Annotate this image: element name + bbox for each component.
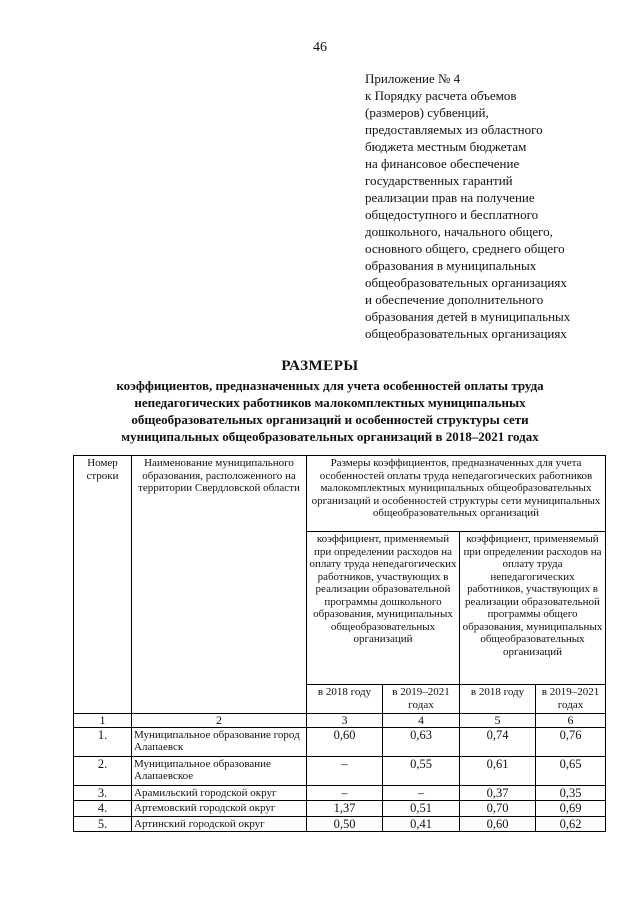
document-title: РАЗМЕРЫ: [281, 358, 359, 374]
column-index: 1: [74, 714, 132, 728]
table-header-row: [74, 456, 606, 532]
appendix-line: предоставляемых из областного: [365, 122, 543, 137]
coef-2018-preschool: –: [307, 785, 383, 801]
subtitle-line: муниципальных общеобразовательных организаций в 2018–2021 годах: [121, 429, 539, 444]
coef-2019-2021-preschool: 0,41: [383, 816, 460, 832]
header-coefficients-group: Размеры коэффициентов, предназначенных для учета особенностей оплаты труда непедагогических работников малокомплектных муниципальных общеобразовательных организаций и особенностей структуры сети муниципальных общеобразовательных организаций: [307, 456, 606, 532]
municipality-name: Муниципальное образование Алапаевское: [132, 756, 307, 785]
header-year-2019-2021: в 2019–2021 годах: [536, 685, 606, 714]
coef-2018-general: 0,74: [460, 727, 536, 756]
document-subtitle: [60, 377, 600, 445]
coef-2019-2021-preschool: 0,63: [383, 727, 460, 756]
appendix-line: государственных гарантий: [365, 173, 513, 188]
column-index: 2: [132, 714, 307, 728]
appendix-line: Приложение № 4: [365, 71, 461, 86]
coef-2019-2021-preschool: 0,51: [383, 801, 460, 817]
appendix-line: образования детей в муниципальных: [365, 309, 571, 324]
appendix-caption: [365, 70, 635, 342]
municipality-name: Арамильский городской округ: [132, 785, 307, 801]
header-year-2018: в 2018 году: [460, 685, 536, 714]
subtitle-line: непедагогических работников малокомплектных муниципальных: [134, 395, 526, 410]
row-number: 5.: [74, 816, 132, 832]
header-row-number: Номер строки: [74, 456, 132, 714]
row-number: 1.: [74, 727, 132, 756]
coef-2019-2021-general: 0,62: [536, 816, 606, 832]
coef-2019-2021-preschool: –: [383, 785, 460, 801]
column-index: 3: [307, 714, 383, 728]
table-row: [74, 727, 606, 756]
table-row: [74, 785, 606, 801]
appendix-line: на финансовое обеспечение: [365, 156, 520, 171]
coef-2019-2021-general: 0,65: [536, 756, 606, 785]
coef-2018-general: 0,70: [460, 801, 536, 817]
table-row: [74, 816, 606, 832]
appendix-line: дошкольного, начального общего,: [365, 224, 553, 239]
appendix-line: к Порядку расчета объемов: [365, 88, 517, 103]
subtitle-line: коэффициентов, предназначенных для учета особенностей оплаты труда: [116, 378, 544, 393]
appendix-line: реализации прав на получение: [365, 190, 535, 205]
coef-2018-general: 0,61: [460, 756, 536, 785]
coef-2019-2021-preschool: 0,55: [383, 756, 460, 785]
coef-2018-preschool: 0,60: [307, 727, 383, 756]
coef-2019-2021-general: 0,35: [536, 785, 606, 801]
header-municipality-name: Наименование муниципального образования, расположенного на территории Свердловской области: [132, 456, 307, 714]
coefficients-table: [73, 455, 606, 832]
column-index: 5: [460, 714, 536, 728]
row-number: 4.: [74, 801, 132, 817]
header-year-2018: в 2018 году: [307, 685, 383, 714]
appendix-line: бюджета местным бюджетам: [365, 139, 527, 154]
row-number: 2.: [74, 756, 132, 785]
table-row: [74, 801, 606, 817]
appendix-line: образования в муниципальных: [365, 258, 537, 273]
coef-2018-preschool: 0,50: [307, 816, 383, 832]
appendix-line: основного общего, среднего общего: [365, 241, 565, 256]
header-preschool-coefficient: коэффициент, применяемый при определении расходов на оплату труда непедагогических работников, участвующих в реализации образовательной программы дошкольного образования, муниципальных общеобразовательных организаций: [307, 532, 460, 685]
header-year-2019-2021: в 2019–2021 годах: [383, 685, 460, 714]
coef-2018-preschool: –: [307, 756, 383, 785]
municipality-name: Артемовский городской округ: [132, 801, 307, 817]
appendix-line: общеобразовательных организациях: [365, 326, 567, 341]
appendix-line: и обеспечение дополнительного: [365, 292, 544, 307]
coef-2019-2021-general: 0,69: [536, 801, 606, 817]
row-number: 3.: [74, 785, 132, 801]
municipality-name: Муниципальное образование город Алапаевск: [132, 727, 307, 756]
coef-2018-general: 0,60: [460, 816, 536, 832]
coef-2019-2021-general: 0,76: [536, 727, 606, 756]
appendix-line: общедоступного и бесплатного: [365, 207, 539, 222]
municipality-name: Артинский городской округ: [132, 816, 307, 832]
header-general-coefficient: коэффициент, применяемый при определении расходов на оплату труда непедагогических работников, участвующих в реализации образовательной программы общего образования, муниципальных общеобразовательных организаций: [460, 532, 606, 685]
table-row: [74, 756, 606, 785]
subtitle-line: общеобразовательных организаций и особенностей структуры сети: [131, 412, 529, 427]
appendix-line: общеобразовательных организациях: [365, 275, 567, 290]
page-number: 46: [313, 40, 327, 55]
coef-2018-general: 0,37: [460, 785, 536, 801]
column-index: 4: [383, 714, 460, 728]
coef-2018-preschool: 1,37: [307, 801, 383, 817]
table-index-row: [74, 714, 606, 728]
appendix-line: (размеров) субвенций,: [365, 105, 489, 120]
column-index: 6: [536, 714, 606, 728]
